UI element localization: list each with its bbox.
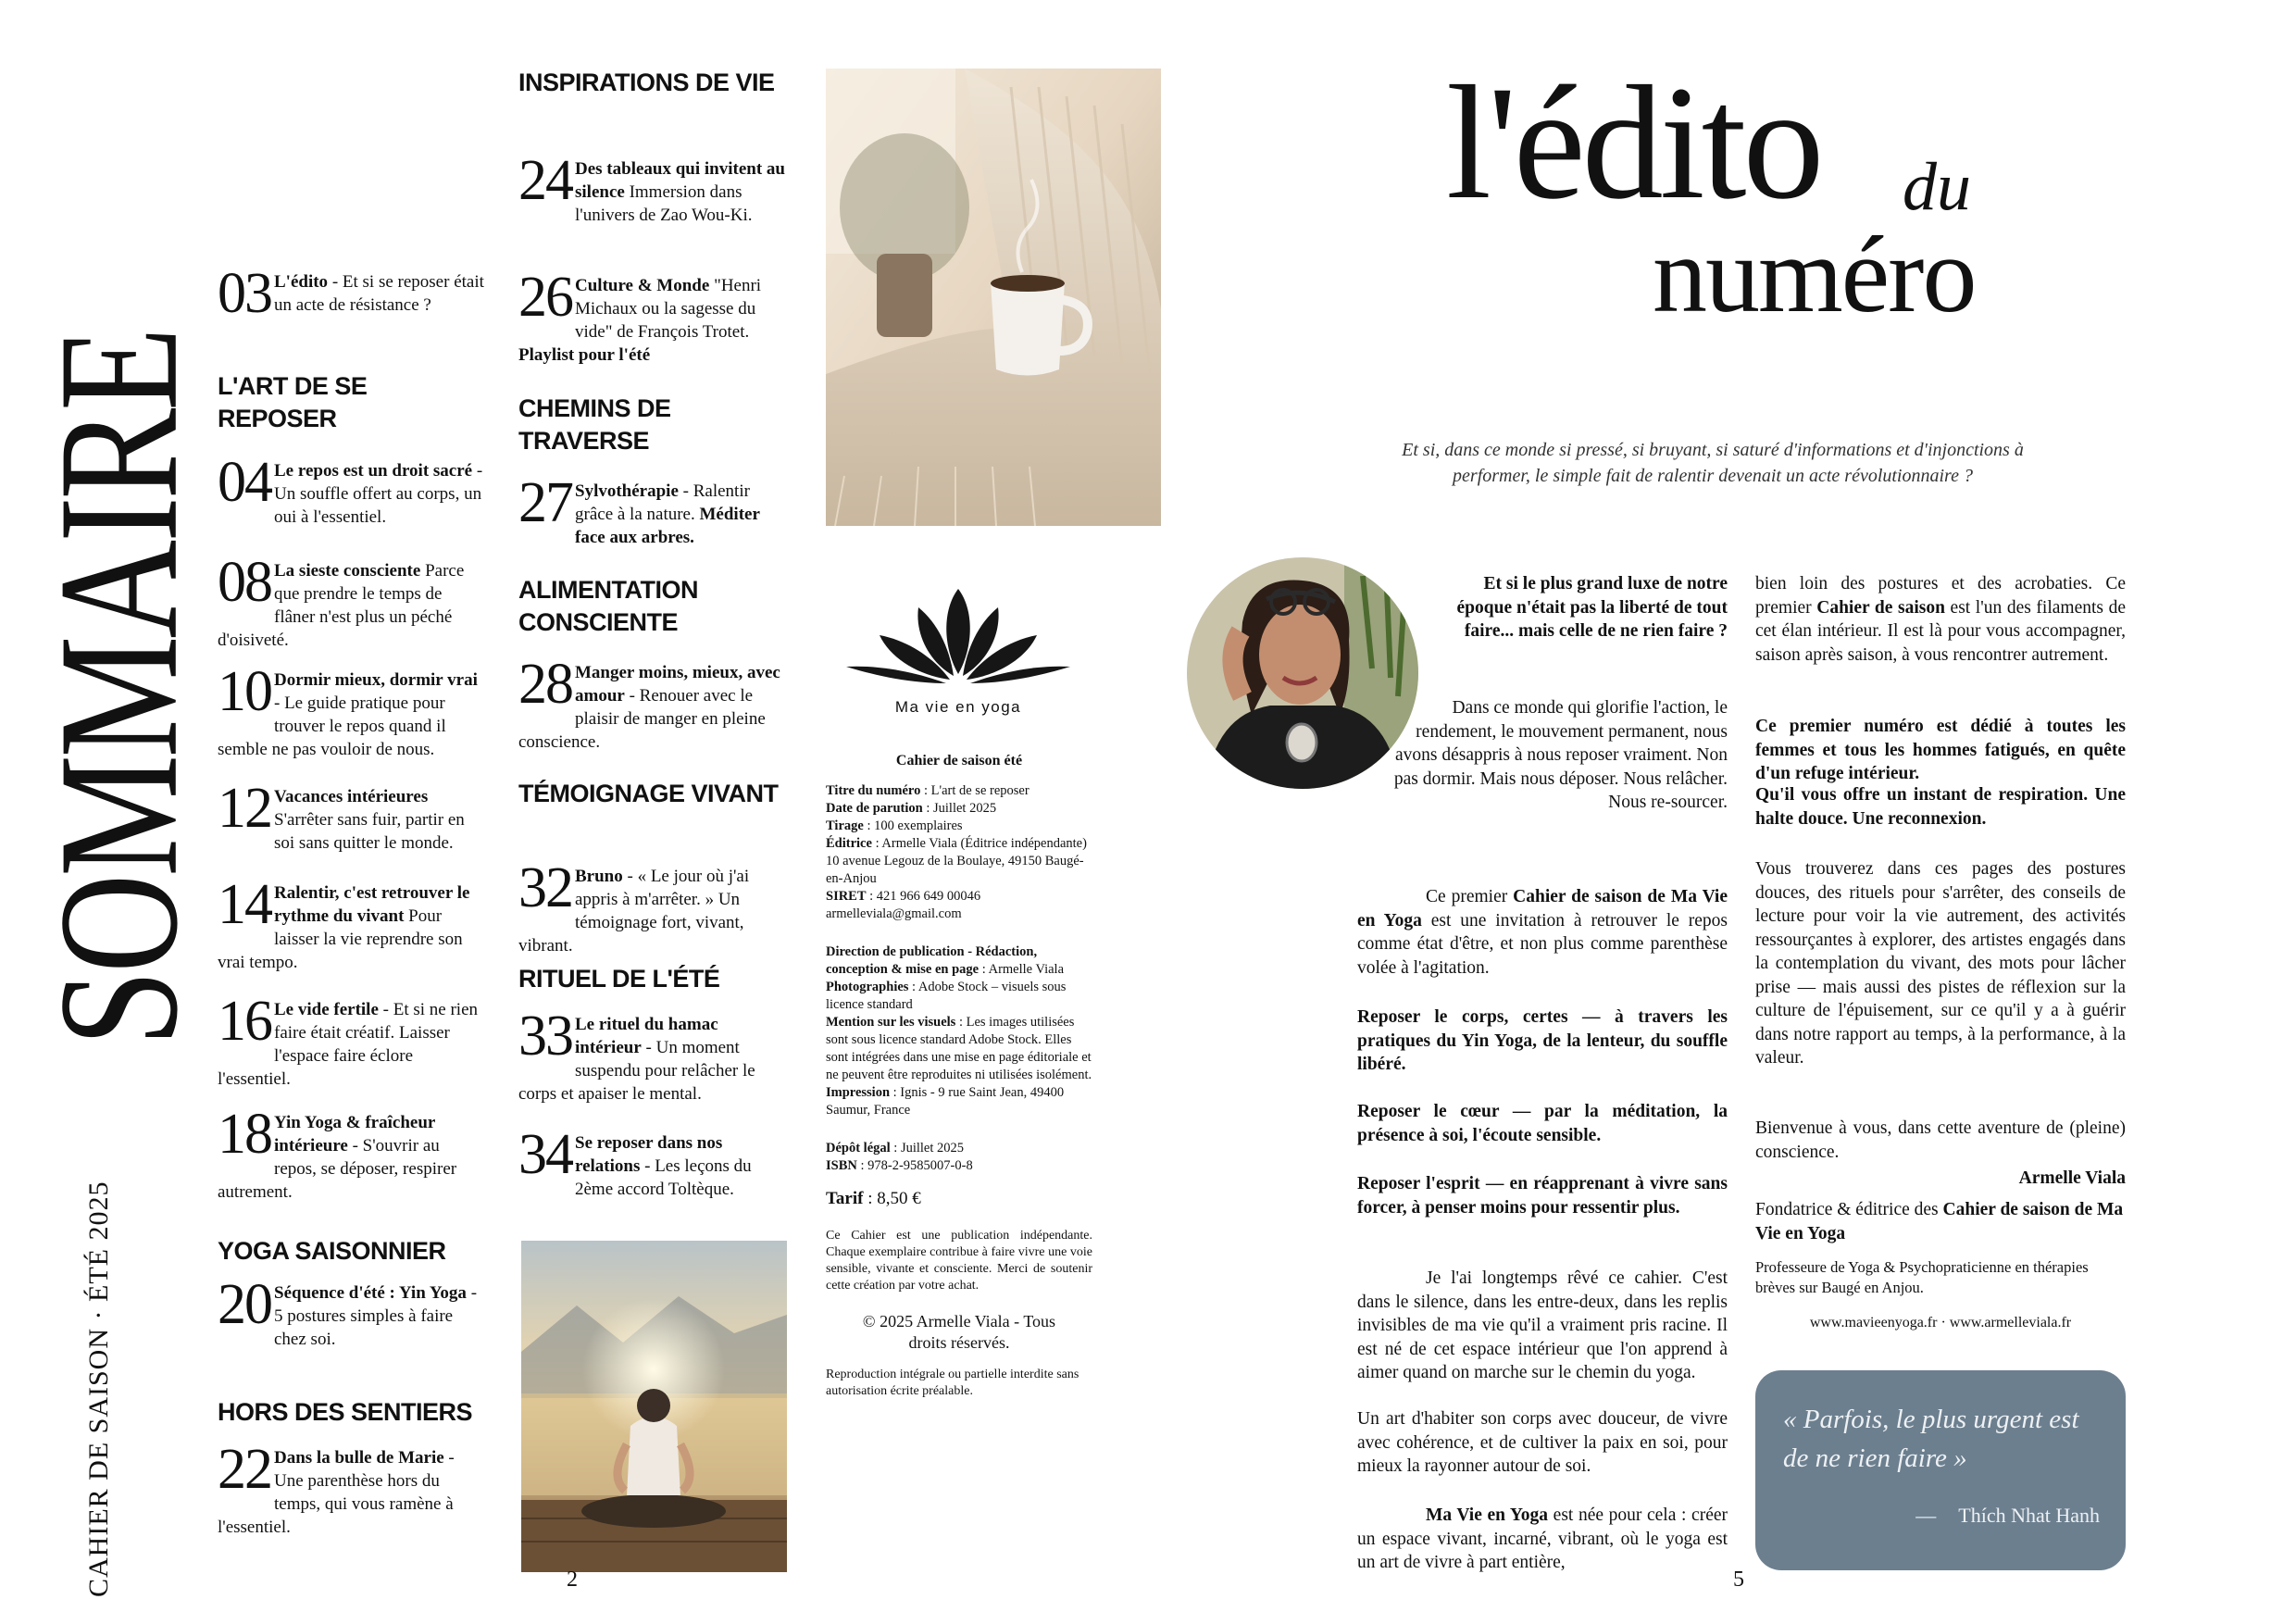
toc-entry[interactable] <box>218 1273 486 1351</box>
edito-intro: Et si, dans ce monde si pressé, si bruyant, si saturé d'informations et d'injonctions à performer, le simple fait de ralentir devenait un acte révolutionnaire ? <box>1402 440 2024 486</box>
author-role-pre: Fondatrice & éditrice des <box>1755 1200 1943 1219</box>
toc-entry-title: Manger moins, mieux, avec amour <box>575 663 780 706</box>
quote-author-line <box>1915 1504 2100 1528</box>
toc-entry-title: La sieste consciente <box>274 561 421 581</box>
toc-entry[interactable] <box>218 1438 486 1539</box>
colophon-value: : L'art de se reposer <box>920 783 1029 798</box>
colophon-line <box>826 1157 1092 1175</box>
quote-box <box>1755 1370 2126 1570</box>
edito-p9-post: est née pour cela : créer un espace vivant, incarné, vibrant, où le yoga est un art de vivre à part entière, <box>1357 1505 1728 1572</box>
toc-page-number: 14 <box>218 873 271 936</box>
colophon-line <box>826 906 1092 923</box>
colophon-line <box>826 853 1092 888</box>
colophon-line <box>826 1140 1092 1157</box>
colophon-line <box>826 979 1092 1014</box>
edito-col1-p8: Un art d'habiter son corps avec douceur, de vivre avec cohérence, et de cultiver la paix en soi, pour mieux la rayonner autour de soi. <box>1357 1409 1728 1476</box>
edito-title: l'édito <box>1446 53 1821 233</box>
toc-section-heading: ALIMENTATION CONSCIENTE <box>518 576 698 636</box>
edito-c2p3-text: Qu'il vous offre un instant de respiration. Une halte douce. Une reconnexion. <box>1755 785 2126 829</box>
toc-page-number: 27 <box>518 471 572 534</box>
toc-page-number: 20 <box>218 1273 271 1336</box>
toc-entry-title: Culture & Monde <box>575 276 710 295</box>
colophon-value: 10 avenue Legouz de la Boulaye, 49150 Baugé-en-Anjou <box>826 854 1084 886</box>
toc-entry-title: Le rituel du hamac intérieur <box>575 1015 718 1057</box>
edito-col1-p4 <box>1357 1006 1728 1077</box>
toc-section-heading: YOGA SAISONNIER <box>218 1237 446 1265</box>
price <box>826 1190 1092 1207</box>
author-bio: Professeure de Yoga & Psychopraticienne en thérapies brèves sur Baugé en Anjou. <box>1755 1258 2089 1296</box>
toc-page-number: 18 <box>218 1103 271 1166</box>
toc-entry-desc: - S'ouvrir au repos, se déposer, respirer autrement. <box>218 1136 457 1202</box>
edito-p9-bold: Ma Vie en Yoga <box>1426 1505 1549 1525</box>
colophon-legal <box>826 1140 1092 1175</box>
edito-title-numero: numéro <box>1653 214 1976 335</box>
colophon-value: : Juillet 2025 <box>890 1141 965 1156</box>
toc-entry[interactable] <box>218 873 486 974</box>
toc-page-number: 24 <box>518 149 572 212</box>
toc-entry[interactable] <box>518 856 787 957</box>
toc-entry-title: Séquence d'été : Yin Yoga <box>274 1283 467 1303</box>
colophon-value: : Adobe Stock – visuels sous licence standard <box>826 980 1067 1012</box>
toc-entry[interactable] <box>518 266 787 367</box>
toc-page-number: 22 <box>218 1438 271 1501</box>
toc-entry[interactable] <box>218 660 486 761</box>
edito-col2-p4: Vous trouverez dans ces pages des postures douces, des rituels pour s'arrêter, des conseils de lecture pour voir la vie autrement, des activités ressourçantes à explorer, des artistes engagés dans la contemplation du vivant, des mots pour lâcher prise — mais aussi des pistes de réflexion sur la culture de l'épuisement, sur ce qu'il y a à guérir dans notre rapport au temps, à la performance, à la valeur. <box>1755 859 2126 1068</box>
photo-mug-blanket <box>826 69 1161 526</box>
colophon-value: : 100 exemplaires <box>863 818 963 833</box>
toc-entry-extra: Playlist pour l'été <box>518 345 651 365</box>
logo-text: Ma vie en yoga <box>894 698 1022 716</box>
toc-entry[interactable] <box>518 1005 787 1106</box>
edito-c2p2-text: Ce premier numéro est dédié à toutes les femmes et tous les hommes fatigués, en quête d'un refuge intérieur. <box>1755 717 2126 783</box>
toc-page-number: 10 <box>218 660 271 723</box>
toc-entry-desc: - 5 postures simples à faire chez soi. <box>274 1283 478 1349</box>
colophon-value: : 978-2-9585007-0-8 <box>856 1158 973 1173</box>
toc-entry-title: Yin Yoga & fraîcheur intérieure <box>274 1113 435 1156</box>
toc-entry-desc: - « Le jour où j'ai appris à m'arrêter. » Un témoignage fort, vivant, vibrant. <box>518 867 750 956</box>
colophon-key: Photographies <box>826 980 909 994</box>
toc-entry-title: Vacances intérieures <box>274 787 429 806</box>
colophon-key: SIRET <box>826 889 867 904</box>
colophon-details <box>826 782 1092 923</box>
colophon-line <box>826 818 1092 835</box>
toc-entry-desc: Pour laisser la vie reprendre son vrai tempo. <box>218 906 463 972</box>
toc-page-number: 28 <box>518 653 572 716</box>
edito-col1-p5 <box>1357 1100 1728 1147</box>
edito-col1-p3 <box>1357 885 1728 980</box>
toc-entry-title: Des tableaux qui invitent au silence <box>575 159 785 202</box>
toc-page-number: 34 <box>518 1123 572 1186</box>
colophon-key: ISBN <box>826 1158 857 1173</box>
colophon-line <box>826 800 1092 818</box>
toc-entry[interactable] <box>218 551 486 652</box>
colophon-key: Date de parution <box>826 801 923 816</box>
toc-entry[interactable] <box>218 451 486 529</box>
edito-col1-p6 <box>1357 1172 1728 1219</box>
toc-entry-title: Dormir mieux, dormir vrai <box>274 670 478 690</box>
toc-entry-desc: - Et si se reposer était un acte de résistance ? <box>274 272 484 315</box>
edito-p1-text: Et si le plus grand luxe de notre époque n'était pas la liberté de tout faire... mais celle de ne rien faire ? <box>1456 574 1728 641</box>
edito-p3-post: est une invitation à retrouver le repos comme état d'être, et non plus comme parenthèse volée à l'agitation. <box>1357 910 1728 978</box>
signature: Armelle Viala <box>2018 1168 2126 1188</box>
colophon-key: Impression <box>826 1085 891 1100</box>
price-label: Tarif <box>826 1189 864 1208</box>
price-value: : 8,50 € <box>863 1189 921 1208</box>
colophon-credits <box>826 943 1092 1119</box>
toc-entry-desc: S'arrêter sans fuir, partir en soi sans quitter le monde. <box>274 810 465 853</box>
toc-entry-desc: Immersion dans l'univers de Zao Wou-Ki. <box>575 182 753 225</box>
toc-entry-title: Dans la bulle de Marie <box>274 1448 444 1468</box>
edito-col2-p2 <box>1755 715 2126 786</box>
colophon-value: armelleviala@gmail.com <box>826 906 962 921</box>
toc-entry[interactable] <box>518 471 787 549</box>
toc-entry-title: Le vide fertile <box>274 1000 379 1019</box>
colophon-key: Éditrice <box>826 836 872 851</box>
colophon-value: : Armelle Viala (Éditrice indépendante) <box>871 836 1087 851</box>
toc-entry-desc: - Un moment suspendu pour relâcher le corps et apaiser le mental. <box>518 1038 755 1104</box>
toc-entry-title: Bruno <box>575 867 623 886</box>
edito-c2p1-post: est l'un des filaments de cet élan intérieur. Il est là pour vous accompagner, saison après saison, à vous rencontrer autrement. <box>1755 597 2126 665</box>
edito-col1-p2: Dans ce monde qui glorifie l'action, le rendement, le mouvement permanent, nous avons désappris à nous reposer vraiment. Non pas dormir. Mais nous déposer. Nous relâcher. Nous re-sourcer. <box>1393 698 1728 812</box>
toc-entry-desc: - Les leçons du 2ème accord Toltèque. <box>575 1156 752 1199</box>
author-portrait <box>1187 557 1418 789</box>
toc-section-heading: HORS DES SENTIERS <box>218 1398 473 1426</box>
toc-entry-desc: - Le guide pratique pour trouver le repos quand il semble ne pas vouloir de nous. <box>218 693 446 759</box>
edito-col1-p1 <box>1426 572 1728 643</box>
left-page-number: 2 <box>567 1568 578 1592</box>
toc-entry-title: Ralentir, c'est retrouver le rythme du vivant <box>274 883 470 926</box>
colophon-line <box>826 1014 1092 1084</box>
colophon-value: : Armelle Viala <box>979 962 1065 977</box>
edito-c2p1-bold: Cahier de saison <box>1816 597 1945 618</box>
colophon-line <box>826 943 1092 979</box>
toc-entry[interactable] <box>218 990 486 1091</box>
toc-entry[interactable] <box>518 149 787 227</box>
toc-page-number: 08 <box>218 551 271 614</box>
toc-section-heading: L'ART DE SE REPOSER <box>218 372 368 432</box>
quote-dash: — <box>1915 1504 1937 1527</box>
toc-page-number: 12 <box>218 777 271 840</box>
toc-entry-desc: - Et si ne rien faire était créatif. Laisser l'espace faire éclore l'essentiel. <box>218 1000 479 1089</box>
toc-entry-extra: Méditer face aux arbres. <box>575 505 760 547</box>
toc-entry-desc: - Ralentir grâce à la nature. <box>575 481 750 524</box>
photo-meditation-lake <box>521 1241 787 1572</box>
edito-c2p1-pre: bien loin des postures et des acrobaties. Ce premier <box>1755 574 2126 618</box>
edito-p6-text: Reposer l'esprit — en réapprenant à vivre sans forcer, à penser moins pour ressentir plus. <box>1357 1174 1728 1218</box>
colophon-heading: Cahier de saison été <box>895 753 1023 768</box>
edito-p5-text: Reposer le cœur — par la méditation, la présence à soi, l'écoute sensible. <box>1357 1102 1728 1145</box>
colophon-value: : Ignis - 9 rue Saint Jean, 49400 Saumur, France <box>826 1085 1065 1118</box>
toc-page-number: 04 <box>218 451 271 514</box>
toc-entry[interactable] <box>218 262 486 325</box>
toc-entry-title: Sylvothérapie <box>575 481 679 501</box>
toc-entry-title: L'édito <box>274 272 329 292</box>
copyright: © 2025 Armelle Viala - Tous droits réservés. <box>862 1312 1056 1352</box>
toc-section-heading: INSPIRATIONS DE VIE <box>518 69 775 96</box>
toc-page-number: 26 <box>518 266 572 329</box>
quote-text: « Parfois, le plus urgent est de ne rien faire » <box>1783 1405 2079 1473</box>
sommaire-title: SOMMAIRE <box>24 330 214 1046</box>
colophon-line <box>826 835 1092 853</box>
colophon-key: Titre du numéro <box>826 783 921 798</box>
toc-entry-desc: Parce que prendre le temps de flâner n'est plus un péché d'oisiveté. <box>218 561 465 650</box>
colophon-value: : Les images utilisées sont sous licence standard Adobe Stock. Elles sont intégrées dans une mise en page éditoriale et ne peuvent être reproduites ni utilisées isolément. <box>826 1015 1092 1082</box>
toc-section-heading: CHEMINS DE TRAVERSE <box>518 394 671 455</box>
toc-entry-desc: - Une parenthèse hors du temps, qui vous ramène à l'essentiel. <box>218 1448 455 1537</box>
edito-p3-bold: Cahier de saison de Ma Vie en Yoga <box>1357 887 1728 931</box>
colophon-line <box>826 782 1092 800</box>
lotus-logo <box>842 581 1074 722</box>
right-page-number: 5 <box>1733 1568 1744 1592</box>
author-role <box>1755 1198 2126 1245</box>
edito-title-du: du <box>1903 149 1971 225</box>
toc-entry-desc: - Un souffle offert au corps, un oui à l'essentiel. <box>274 461 483 527</box>
toc-section-heading: RITUEL DE L'ÉTÉ <box>518 965 720 993</box>
colophon-line <box>826 1084 1092 1119</box>
colophon <box>826 752 1092 1400</box>
colophon-value: : Juillet 2025 <box>922 801 997 816</box>
vertical-title-block <box>0 0 214 1624</box>
edito-col1-p9 <box>1357 1504 1728 1575</box>
edito-col2-p3 <box>1755 783 2126 831</box>
toc-entry[interactable] <box>218 777 486 855</box>
edito-p3-pre: Ce premier <box>1426 887 1514 906</box>
edito-col1-p7: Je l'ai longtemps rêvé ce cahier. C'est dans le silence, dans les entre-deux, dans les replis invisibles de ma vie qu'il a vraiment pris racine. Il est né de cet espace intérieur que l'on apprend à aimer quand on marche sur le chemin du yoga. <box>1357 1268 1728 1382</box>
edito-p4-text: Reposer le corps, certes — à travers les pratiques du Yin Yoga, de la lenteur, du souffle libéré. <box>1357 1007 1728 1074</box>
toc-entry[interactable] <box>518 653 787 754</box>
colophon-key: Tirage <box>826 818 864 833</box>
toc-entry-title: Le repos est un droit sacré <box>274 461 473 481</box>
toc-entry-desc: - Renouer avec le plaisir de manger en pleine conscience. <box>518 686 766 752</box>
colophon-key: Direction de publication - Rédaction, conception & mise en page <box>826 944 1038 977</box>
websites: www.mavieenyoga.fr · www.armelleviala.fr <box>1809 1315 2072 1330</box>
quote-author: Thích Nhat Hanh <box>1958 1504 2100 1527</box>
author-role-bold: Cahier de saison de Ma Vie en Yoga <box>1755 1200 2124 1243</box>
support-note: Ce Cahier est une publication indépendante. Chaque exemplaire contribue à faire vivre une voie sensible, vivante et consciente. Merci de soutenir cette création par votre achat. <box>826 1229 1092 1293</box>
season-subtitle: CAHIER DE SAISON · ÉTÉ 2025 <box>83 1181 114 1597</box>
toc-section-heading: TÉMOIGNAGE VIVANT <box>518 780 779 807</box>
colophon-line <box>826 888 1092 906</box>
toc-page-number: 03 <box>218 262 271 325</box>
edito-col2-p1 <box>1755 572 2126 667</box>
toc-entry[interactable] <box>518 1123 787 1201</box>
toc-entry-title: Se reposer dans nos relations <box>575 1133 723 1176</box>
toc-entry-desc: "Henri Michaux ou la sagesse du vide" de François Trotet. <box>575 276 762 342</box>
toc-page-number: 32 <box>518 856 572 919</box>
colophon-value: : 421 966 649 00046 <box>866 889 981 904</box>
toc-page-number: 16 <box>218 990 271 1053</box>
reproduction-notice: Reproduction intégrale ou partielle interdite sans autorisation écrite préalable. <box>826 1368 1079 1398</box>
colophon-key: Mention sur les visuels <box>826 1015 956 1030</box>
toc-entry[interactable] <box>218 1103 486 1204</box>
toc-page-number: 33 <box>518 1005 572 1068</box>
edito-col2-p5: Bienvenue à vous, dans cette aventure de (pleine) conscience. <box>1755 1118 2126 1162</box>
colophon-key: Dépôt légal <box>826 1141 891 1156</box>
